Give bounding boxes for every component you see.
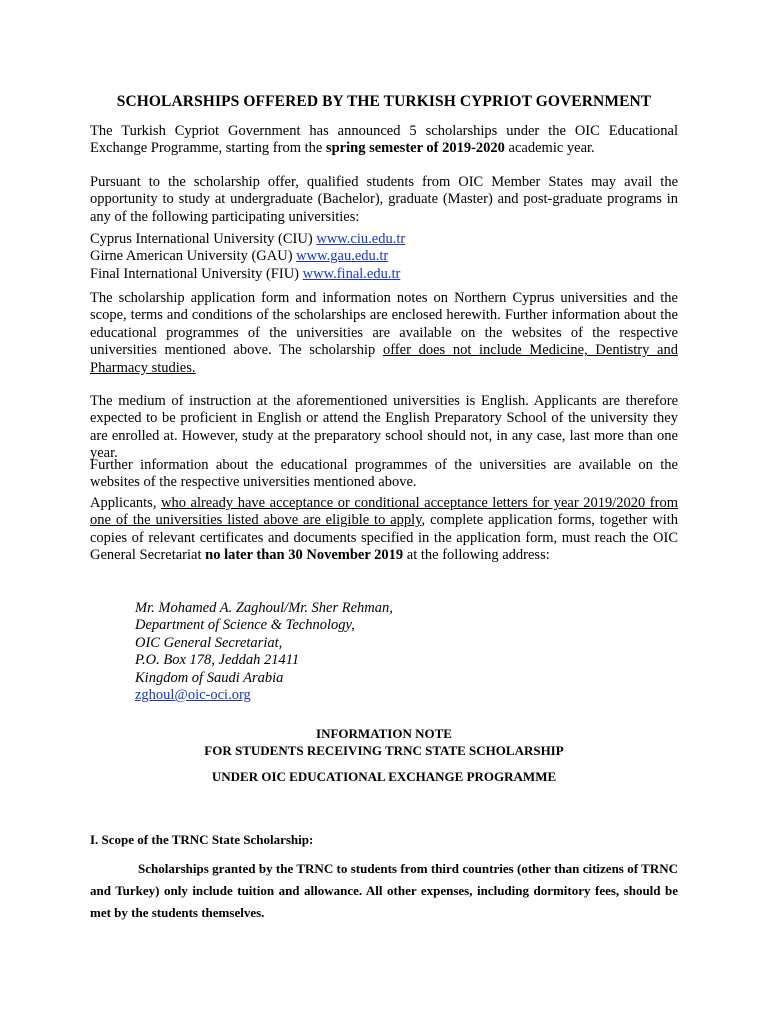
address-line: Mr. Mohamed A. Zaghoul/Mr. Sher Rehman, <box>135 600 393 616</box>
intro-text-end: academic year. <box>504 140 595 157</box>
language-paragraph: The medium of instruction at the aforementioned universities is English. Applicants are therefore expected to be proficient in English or attend the English Preparatory School of the university they are enrolled at. However, study at the preparatory school should not, in any case, last more than one year. <box>90 393 678 462</box>
university-name: Cyprus International University (CIU) <box>90 231 317 247</box>
eligibility-underlined: who already have acceptance or conditional acceptance letters for year 2019/2020 from one of the universities listed above are eligible to apply <box>90 495 678 529</box>
programme-heading: UNDER OIC EDUCATIONAL EXCHANGE PROGRAMME <box>211 769 557 784</box>
application-form-paragraph <box>90 290 678 377</box>
applicants-text: Applicants, <box>90 495 161 511</box>
intro-paragraph <box>90 123 678 158</box>
address-line: P.O. Box 178, Jeddah 21411 <box>135 652 300 669</box>
note-title-line1: INFORMATION NOTE <box>316 726 452 741</box>
university-name: Final International University (FIU) <box>90 265 303 282</box>
semester-highlight: spring semester of 2019-2020 <box>325 140 505 157</box>
intro-text: The Turkish Cypriot Government has announced 5 scholarships under the OIC Educational Exchange Programme, starting from the <box>90 123 678 157</box>
address-line: Kingdom of Saudi Arabia <box>135 669 284 686</box>
scope-heading: I. Scope of the TRNC State Scholarship: <box>90 832 314 847</box>
address-line: OIC General Secretariat, <box>135 634 283 651</box>
university-link-fiu[interactable]: www.final.edu.tr <box>302 265 401 282</box>
university-item-fiu <box>90 266 678 283</box>
mailing-address <box>135 600 675 704</box>
address-line: Department of Science & Technology, <box>135 617 355 634</box>
applicants-paragraph <box>90 495 678 565</box>
deadline-highlight: no later than 30 November 2019 <box>205 547 404 564</box>
applicants-text-mid: , complete application forms, together with copies of relevant certificates and documents specified in the application form, must reach the OIC General Secretariat <box>90 512 678 564</box>
application-form-text: The scholarship application form and information notes on Northern Cyprus universities and the scope, terms and conditions of the scholarships are enclosed herewith. Further information about the educational programmes of the universities are available on the websites of the respective universities mentioned above. The scholarship <box>90 290 678 359</box>
information-note-heading <box>0 725 768 759</box>
university-item-ciu <box>90 231 678 248</box>
university-link-gau[interactable]: www.gau.edu.tr <box>296 248 389 265</box>
email-link[interactable]: zghoul@oic-oci.org <box>135 687 251 704</box>
exclusions-underlined: offer does not include Medicine, Dentistry and Pharmacy studies. <box>90 342 678 376</box>
applicants-text-end: at the following address: <box>403 547 550 564</box>
university-list <box>90 231 678 283</box>
note-title-line2: FOR STUDENTS RECEIVING TRNC STATE SCHOLARSHIP <box>204 743 564 758</box>
offer-paragraph: Pursuant to the scholarship offer, qualified students from OIC Member States may avail the opportunity to study at undergraduate (Bachelor), graduate (Master) and post-graduate programs in any of the following participating universities: <box>90 174 678 225</box>
document-title: SCHOLARSHIPS OFFERED BY THE TURKISH CYPRIOT GOVERNMENT <box>116 93 652 110</box>
university-link-ciu[interactable]: www.ciu.edu.tr <box>316 231 406 247</box>
university-name: Girne American University (GAU) <box>90 248 297 265</box>
further-info-paragraph: Further information about the educational programmes of the universities are available on the websites of the respective universities mentioned above. <box>90 457 678 491</box>
university-item-gau <box>90 248 678 265</box>
scope-paragraph: Scholarships granted by the TRNC to students from third countries (other than citizens of TRNC and Turkey) only include tuition and allowance. All other expenses, including dormitory fees, should be met by the students themselves. <box>90 861 678 920</box>
